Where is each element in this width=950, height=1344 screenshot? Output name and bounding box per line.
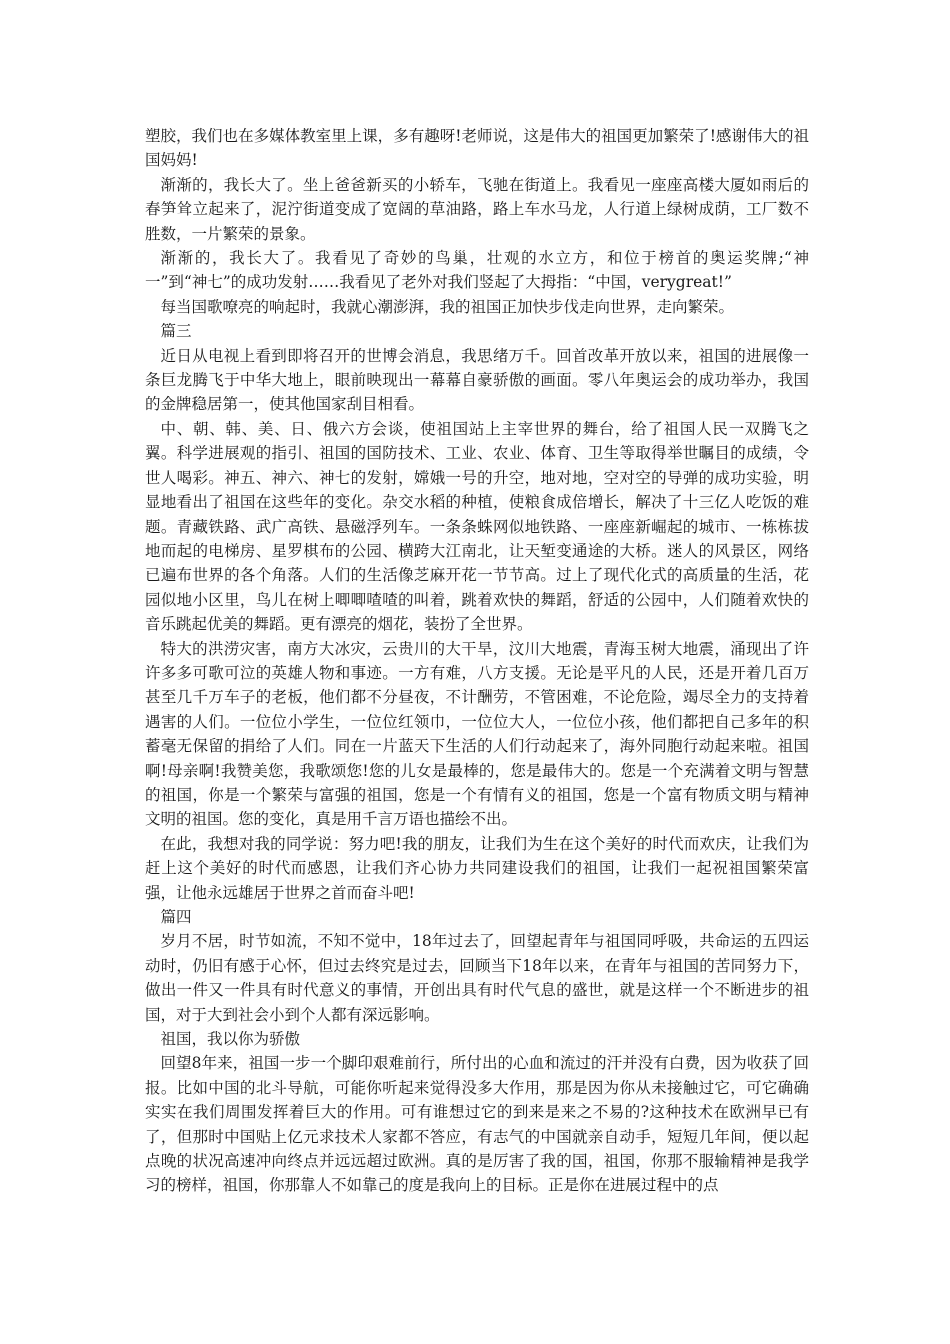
body-paragraph: 岁月不居，时节如流，不知不觉中，18年过去了，回望起青年与祖国同呼吸，共命运的五四运动时，仍旧有感于心怀，但过去终究是过去，回顾当下18年以来，在青年与祖国的苦同努力下，做出一件又一件具有时代意义的事情，开创出具有时代气息的盛世，就是这样一个不断进步的祖国，对于大到社会小到个人都有深远影响。: [145, 932, 809, 1024]
section-heading: 篇三: [160, 322, 192, 341]
document-page: [145, 124, 809, 1198]
body-paragraph: 在此，我想对我的同学说：努力吧!我的朋友，让我们为生在这个美好的时代而欢庆，让我们为赶上这个美好的时代而感恩，让我们齐心协力共同建设我们的祖国，让我们一起祝祖国繁荣富强，让他永远雄居于世界之首而奋斗吧!: [145, 834, 809, 902]
body-paragraph: 回望8年来，祖国一步一个脚印艰难前行，所付出的心血和流过的汗并没有白费，因为收获了回报。比如中国的北斗导航，可能你听起来觉得没多大作用，那是因为你从未接触过它，可它确确实实在我们周围发挥着巨大的作用。可有谁想过它的到来是来之不易的?这种技术在欧洲早已有了，但那时中国贴上亿元求技术人家都不答应，有志气的中国就亲自动手，短短几年间，便以起点晚的状况高速冲向终点并远远超过欧洲。真的是厉害了我的国，祖国，你那不服输精神是我学习的榜样，祖国，你那靠人不如靠己的度是我向上的目标。正是你在进展过程中的点: [145, 1054, 809, 1195]
body-paragraph: 特大的洪涝灾害，南方大冰灾，云贵川的大干旱，汶川大地震，青海玉树大地震，涌现出了许许多多可歌可泣的英雄人物和事迹。一方有难，八方支援。无论是平凡的人民，还是开着几百万甚至几千万车子的老板，他们都不分昼夜，不计酬劳，不管困难，不论危险，竭尽全力的支持着遇害的人们。一位位小学生，一位位红领巾，一位位大人，一位位小孩，他们都把自己多年的积蓄毫无保留的捐给了人们。同在一片蓝天下生活的人们行动起来了，海外同胞行动起来啦。祖国啊!母亲啊!我赞美您，我歌颂您!您的儿女是最棒的，您是最伟大的。您是一个充满着文明与智慧的祖国，你是一个繁荣与富强的祖国，您是一个有情有义的祖国，您是一个富有物质文明与精神文明的祖国。您的变化，真是用千言万语也描绘不出。: [145, 639, 809, 829]
section-heading: 篇四: [160, 908, 192, 926]
body-paragraph: 中、朝、韩、美、日、俄六方会谈，使祖国站上主宰世界的舞台，给了祖国人民一双腾飞之翼。科学进展观的指引、祖国的国防技术、工业、农业、体育、卫生等取得举世瞩目的成绩，令世人喝彩。神五、神六、神七的发射，嫦娥一号的升空，地对地，空对空的导弹的成功实验，明显地看出了祖国在这些年的变化。杂交水稻的种植，使粮食成倍增长，解决了十三亿人吃饭的难题。青藏铁路、武广高铁、悬磁浮列车。一条条蛛网似地铁路、一座座新崛起的城市、一栋栋拔地而起的电梯房、星罗棋布的公园、横跨大江南北，让天堑变通途的大桥。迷人的风景区，网络已遍布世界的各个角落。人们的生活像芝麻开花一节节高。过上了现代化式的高质量的生活，花园似地小区里，鸟儿在树上唧唧喳喳的叫着，跳着欢快的舞蹈，舒适的公园中，人们随着欢快的音乐跳起优美的舞蹈。更有漂亮的烟花，装扮了全世界。: [145, 419, 809, 634]
body-paragraph: 近日从电视上看到即将召开的世博会消息，我思绪万千。回首改革开放以来，祖国的进展像一条巨龙腾飞于中华大地上，眼前映现出一幕幕自豪骄傲的画面。零八年奥运会的成功举办，我国的金牌稳居第一，使其他国家刮目相看。: [145, 346, 809, 414]
body-paragraph: 塑胶，我们也在多媒体教室里上课，多有趣呀!老师说，这是伟大的祖国更加繁荣了!感谢伟大的祖国妈妈!: [145, 127, 809, 170]
body-paragraph: 每当国歌嘹亮的响起时，我就心潮澎湃，我的祖国正加快步伐走向世界，走向繁荣。: [160, 297, 735, 316]
body-paragraph: 渐渐的，我长大了。我看见了奇妙的鸟巢，壮观的水立方，和位于榜首的奥运奖牌;“神一”到“神七”的成功发射……我看见了老外对我们竖起了大拇指：“中国，verygreat!”: [145, 249, 809, 292]
body-paragraph: 渐渐的，我长大了。坐上爸爸新买的小轿车，飞驰在街道上。我看见一座座高楼大厦如雨后的春笋耸立起来了，泥泞街道变成了宽阔的草油路，路上车水马龙，人行道上绿树成荫，工厂数不胜数，一片繁荣的景象。: [145, 175, 809, 243]
subsection-heading: 祖国，我以你为骄傲: [160, 1030, 301, 1049]
